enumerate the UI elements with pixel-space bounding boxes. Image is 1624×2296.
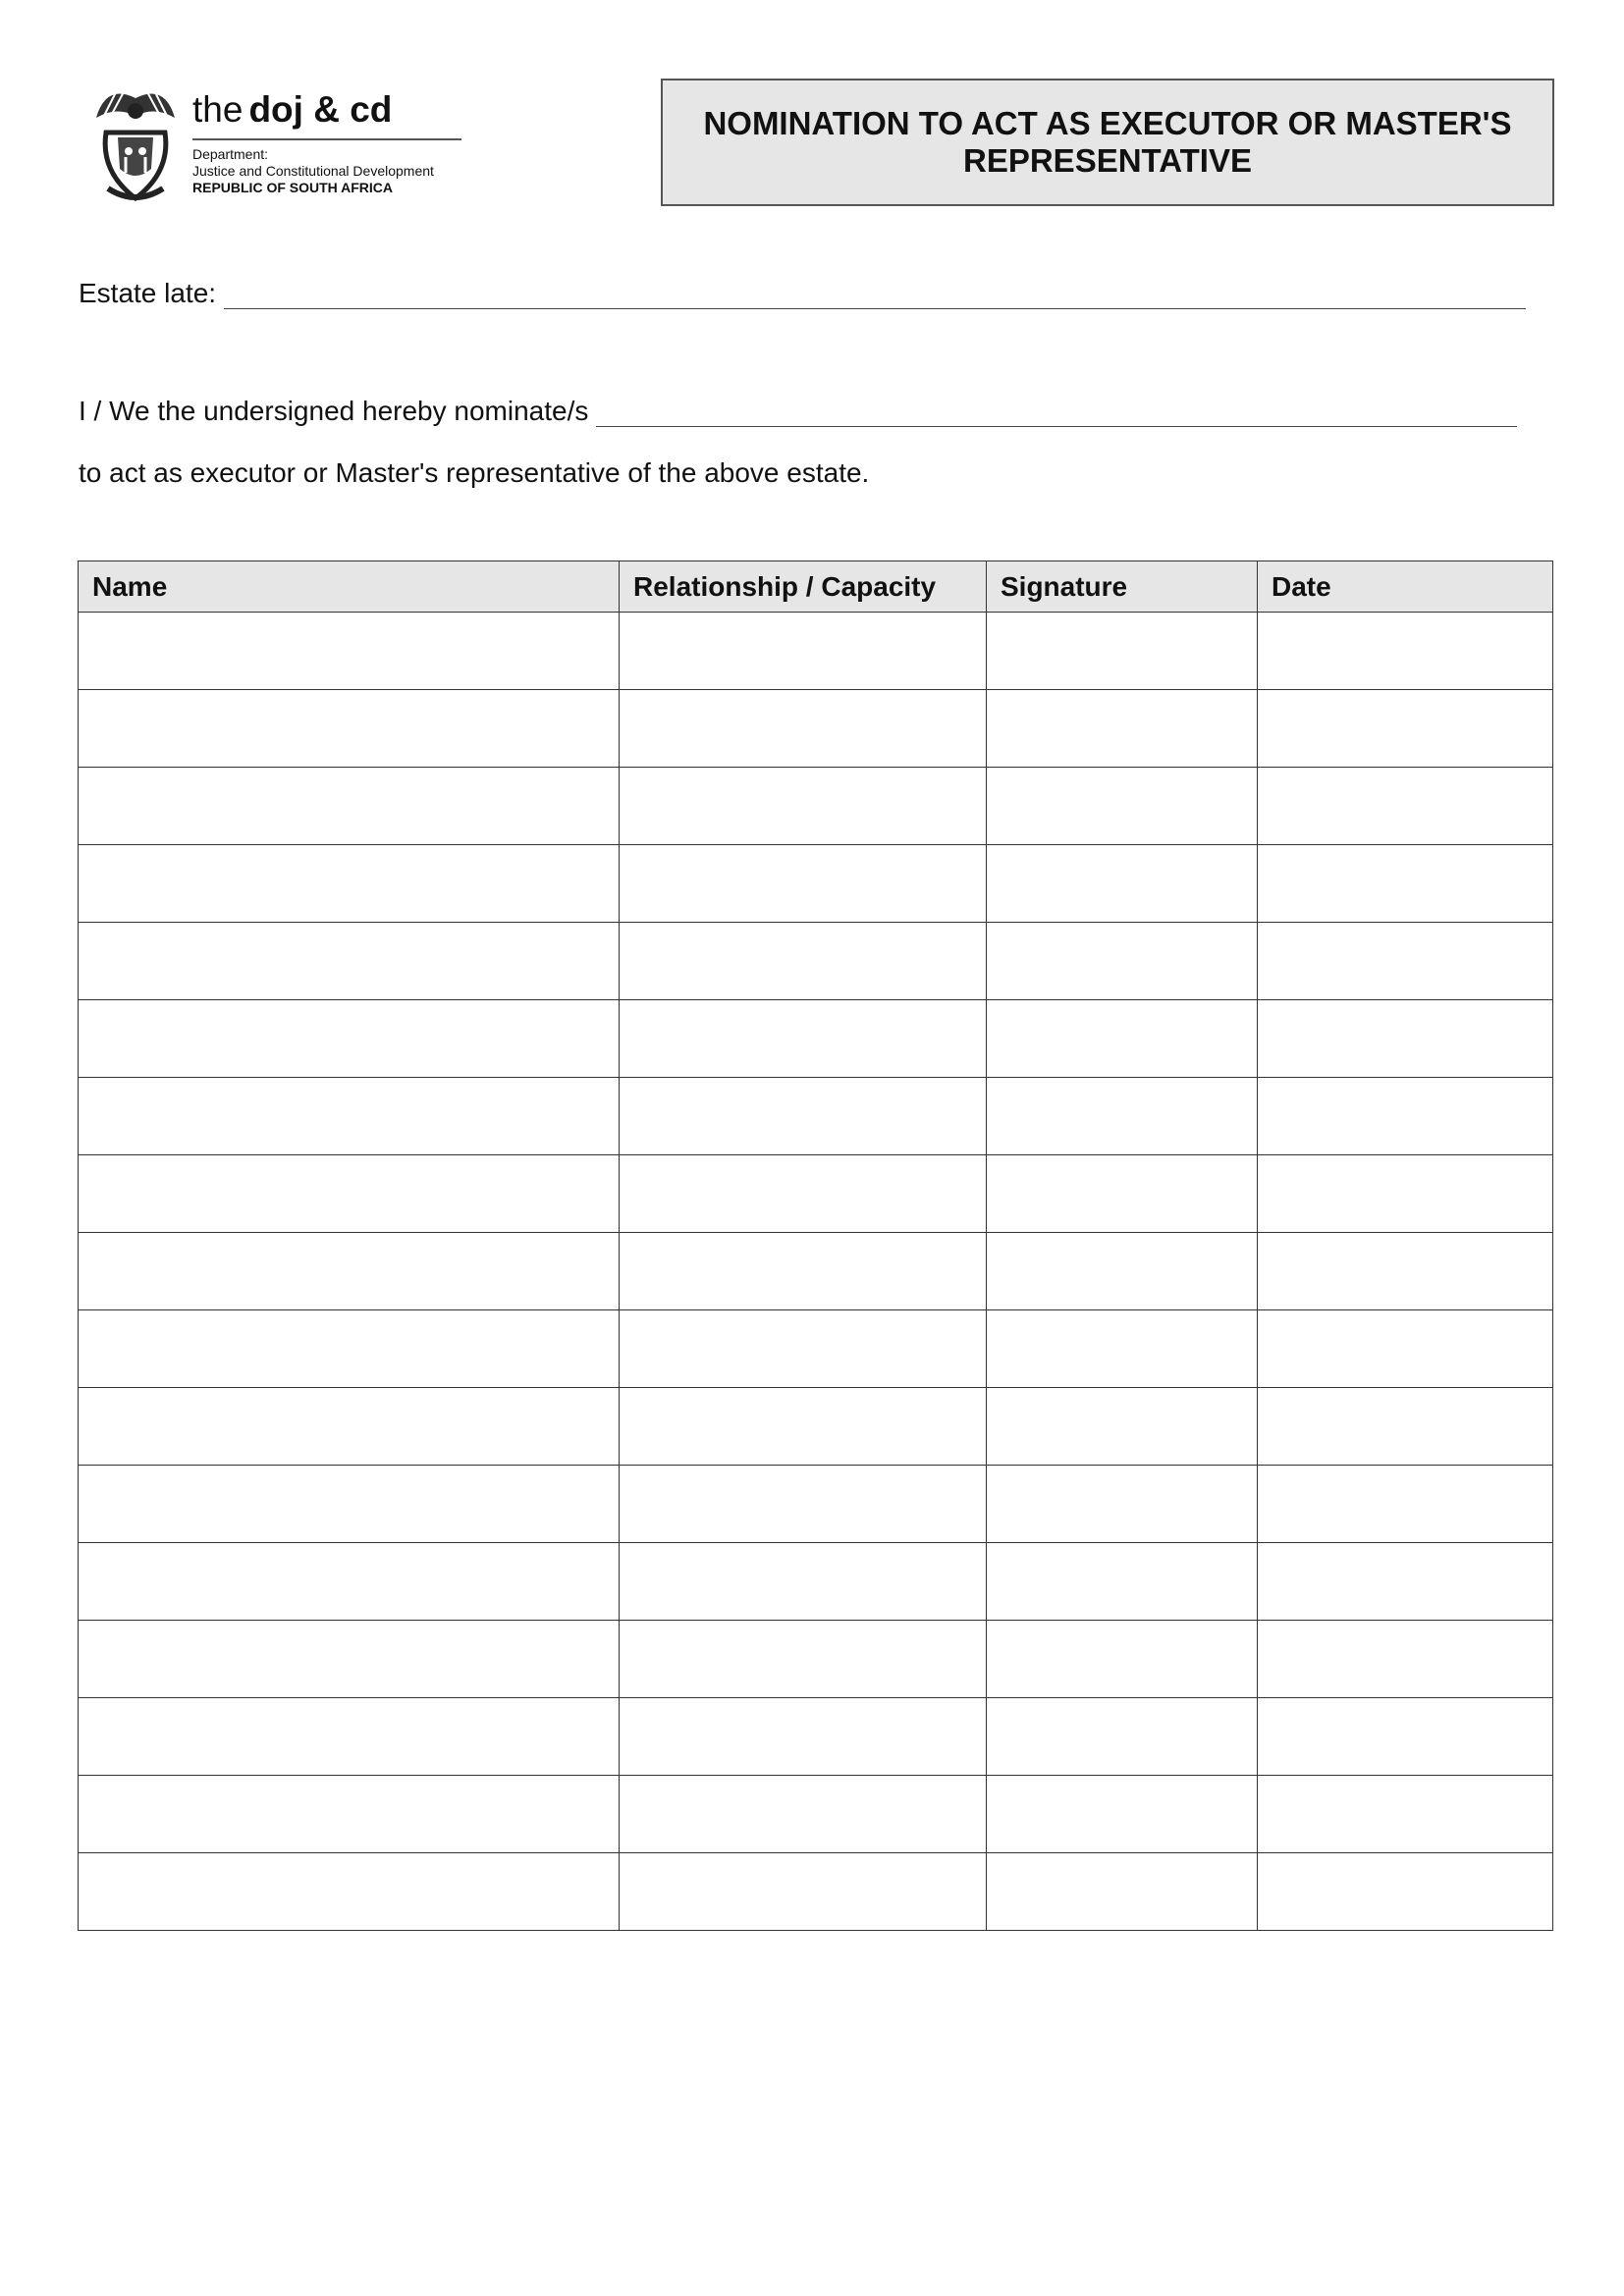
table-row [79,1776,1553,1853]
name-cell[interactable] [79,1621,620,1698]
relationship-cell[interactable] [620,613,987,690]
name-cell[interactable] [79,1853,620,1931]
date-cell[interactable] [1258,845,1553,923]
relationship-cell[interactable] [620,1310,987,1388]
form-title: NOMINATION TO ACT AS EXECUTOR OR MASTER'S REPRESENTATIVE [703,105,1512,179]
date-cell[interactable] [1258,1466,1553,1543]
name-cell[interactable] [79,1543,620,1621]
column-header-relationship: Relationship / Capacity [620,561,987,613]
table-row [79,1543,1553,1621]
signature-cell[interactable] [987,1233,1258,1310]
name-cell[interactable] [79,1078,620,1155]
coat-of-arms-icon [86,79,185,206]
table-row [79,690,1553,768]
doj-logo [86,79,469,206]
name-cell[interactable] [79,1000,620,1078]
date-cell[interactable] [1258,1233,1553,1310]
date-cell[interactable] [1258,768,1553,845]
column-header-date: Date [1258,561,1553,613]
signature-cell[interactable] [987,1155,1258,1233]
date-cell[interactable] [1258,1776,1553,1853]
logo-country: REPUBLIC OF SOUTH AFRICA [192,180,394,195]
signature-cell[interactable] [987,1388,1258,1466]
table-row [79,923,1553,1000]
nomination-statement: to act as executor or Master's representative of the above estate. [79,457,870,488]
relationship-cell[interactable] [620,1155,987,1233]
table-header-row [79,561,1553,613]
date-cell[interactable] [1258,923,1553,1000]
column-header-name: Name [79,561,620,613]
date-cell[interactable] [1258,1388,1553,1466]
nominee-field[interactable] [596,399,1517,427]
estate-line [79,278,1526,309]
relationship-cell[interactable] [620,923,987,1000]
signature-cell[interactable] [987,1543,1258,1621]
table-row [79,1621,1553,1698]
table-body [79,613,1553,1931]
nominate-label: I / We the undersigned hereby nominate/s [79,396,589,426]
signature-cell[interactable] [987,845,1258,923]
table-row [79,1853,1553,1931]
signature-cell[interactable] [987,613,1258,690]
relationship-cell[interactable] [620,845,987,923]
date-cell[interactable] [1258,1543,1553,1621]
name-cell[interactable] [79,1155,620,1233]
relationship-cell[interactable] [620,1698,987,1776]
relationship-cell[interactable] [620,690,987,768]
date-cell[interactable] [1258,1698,1553,1776]
signature-cell[interactable] [987,1621,1258,1698]
relationship-cell[interactable] [620,1776,987,1853]
relationship-cell[interactable] [620,1078,987,1155]
date-cell[interactable] [1258,1853,1553,1931]
name-cell[interactable] [79,845,620,923]
table-row [79,1233,1553,1310]
relationship-cell[interactable] [620,1388,987,1466]
relationship-cell[interactable] [620,768,987,845]
brand-name: doj & cd [248,89,393,130]
table-row [79,1000,1553,1078]
name-cell[interactable] [79,1310,620,1388]
signature-cell[interactable] [987,1853,1258,1931]
name-cell[interactable] [79,1776,620,1853]
table-row [79,1466,1553,1543]
brand-prefix: the [192,89,244,130]
relationship-cell[interactable] [620,1233,987,1310]
column-header-signature: Signature [987,561,1258,613]
date-cell[interactable] [1258,690,1553,768]
relationship-cell[interactable] [620,1621,987,1698]
name-cell[interactable] [79,923,620,1000]
signature-cell[interactable] [987,1698,1258,1776]
table-row [79,1310,1553,1388]
name-cell[interactable] [79,1466,620,1543]
date-cell[interactable] [1258,1000,1553,1078]
date-cell[interactable] [1258,1310,1553,1388]
name-cell[interactable] [79,613,620,690]
signature-cell[interactable] [987,923,1258,1000]
signature-cell[interactable] [987,768,1258,845]
estate-label: Estate late: [79,278,217,308]
estate-field[interactable] [224,281,1526,309]
table-row [79,1155,1553,1233]
name-cell[interactable] [79,768,620,845]
date-cell[interactable] [1258,1155,1553,1233]
signature-cell[interactable] [987,1466,1258,1543]
name-cell[interactable] [79,1698,620,1776]
name-cell[interactable] [79,1388,620,1466]
signature-cell[interactable] [987,690,1258,768]
table-row [79,768,1553,845]
logo-department-name: Justice and Constitutional Development [192,163,434,179]
relationship-cell[interactable] [620,1000,987,1078]
nominate-line [79,396,1517,427]
logo-department: Department: [192,146,269,162]
table-row [79,1698,1553,1776]
table-row [79,613,1553,690]
table-row [79,1078,1553,1155]
signatories-table [78,561,1553,1931]
name-cell[interactable] [79,1233,620,1310]
signature-cell[interactable] [987,1000,1258,1078]
signature-cell[interactable] [987,1776,1258,1853]
signature-cell[interactable] [987,1310,1258,1388]
name-cell[interactable] [79,690,620,768]
relationship-cell[interactable] [620,1466,987,1543]
logo-divider [192,138,461,140]
table-row [79,845,1553,923]
date-cell[interactable] [1258,613,1553,690]
form-title-box [661,79,1554,206]
relationship-cell[interactable] [620,1543,987,1621]
signature-cell[interactable] [987,1078,1258,1155]
date-cell[interactable] [1258,1621,1553,1698]
relationship-cell[interactable] [620,1853,987,1931]
table-row [79,1388,1553,1466]
date-cell[interactable] [1258,1078,1553,1155]
